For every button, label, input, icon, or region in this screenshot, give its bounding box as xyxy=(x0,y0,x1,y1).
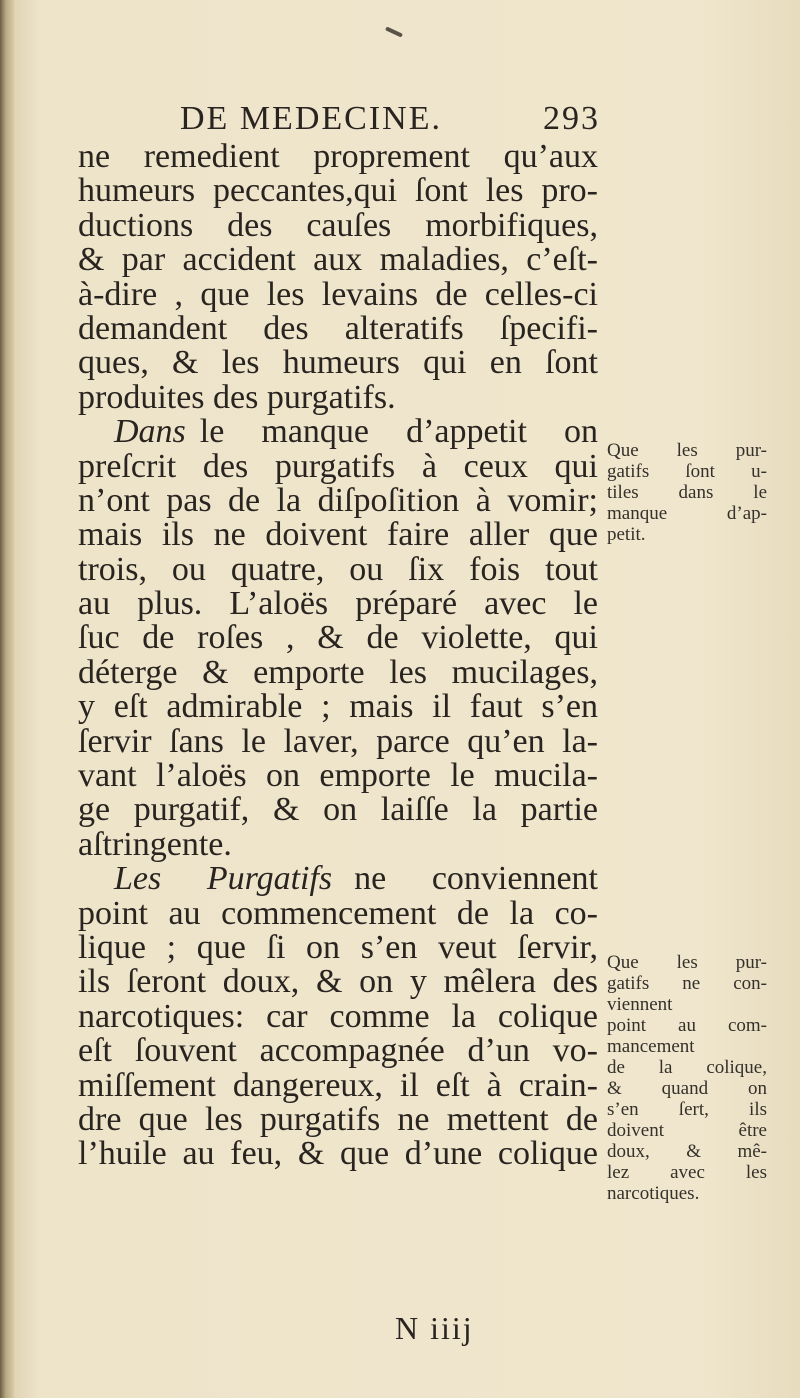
text-line: humeurs peccantes,qui ſont les pro- xyxy=(78,172,598,210)
text-line: produites des purgatifs. xyxy=(78,378,396,416)
margin-note-line: manque d’ap- xyxy=(607,503,767,524)
text-line: à-dire , que les levains de celles-ci xyxy=(78,275,598,313)
text-line: eſt ſouvent accompagnée d’un vo- xyxy=(78,1032,598,1070)
paragraph-lead-word: Les Purgatifs xyxy=(114,860,333,898)
text-line: n’ont pas de la diſpoſition à vomir; xyxy=(78,481,598,519)
text-line: preſcrit des purgatifs à ceux qui xyxy=(78,447,598,485)
margin-note-line: doivent être xyxy=(607,1120,767,1141)
text-line: au plus. L’aloës préparé avec le xyxy=(78,585,598,623)
text-line: ſervir ſans le laver, parce qu’en la- xyxy=(78,722,598,760)
paragraph-start xyxy=(78,862,598,896)
text-fragment: ne conviennent xyxy=(354,860,598,898)
running-title: DE MEDECINE. xyxy=(180,100,442,137)
text-line: point au commencement de la co- xyxy=(78,894,598,932)
text-line: lique ; que ſi on s’en veut ſervir, xyxy=(78,928,598,966)
text-line: dre que les purgatifs ne mettent de xyxy=(78,1100,598,1138)
margin-note-line: & quand on xyxy=(607,1078,767,1099)
text-line: vant l’aloës on emporte le mucila- xyxy=(78,757,598,795)
text-line: y eſt admirable ; mais il faut s’en xyxy=(78,688,598,726)
margin-note-line: lez avec les xyxy=(607,1162,767,1183)
margin-note-line: petit. xyxy=(607,524,646,545)
text-line: ductions des cauſes morbifiques, xyxy=(78,206,598,244)
text-line: miſſement dangereux, il eſt à crain- xyxy=(78,1066,598,1104)
margin-note-line: mancement xyxy=(607,1036,695,1057)
text-line: ge purgatif, & on laiſſe la partie xyxy=(78,791,598,829)
text-line: & par accident aux maladies, c’eſt- xyxy=(78,241,598,279)
text-line: mais ils ne doivent faire aller que xyxy=(78,516,598,554)
text-line: aſtringente. xyxy=(78,825,232,863)
margin-note-line: narcotiques. xyxy=(607,1183,700,1204)
text-line: ils ſeront doux, & on y mêlera des xyxy=(78,963,598,1001)
text-fragment: le manque d’appetit on xyxy=(199,413,598,451)
paragraph-lead-word: Dans xyxy=(114,413,186,451)
main-text xyxy=(78,140,598,1172)
page-number: 293 xyxy=(543,100,600,137)
running-header xyxy=(180,100,600,140)
text-line: narcotiques: car comme la colique xyxy=(78,997,598,1035)
margin-note-line: Que les pur- xyxy=(607,952,767,973)
text-line: trois, ou quatre, ou ſix fois tout xyxy=(78,550,598,588)
text-line: ſuc de roſes , & de violette, qui xyxy=(78,619,598,657)
margin-note xyxy=(607,952,767,1204)
margin-note-line: point au com- xyxy=(607,1015,767,1036)
margin-note-line: doux, & mê- xyxy=(607,1141,767,1162)
margin-note-line: s’en ſert, ils xyxy=(607,1099,767,1120)
text-line: demandent des alteratifs ſpecifi- xyxy=(78,309,598,347)
margin-note-line: gatifs ſont u- xyxy=(607,461,767,482)
margin-note-line: gatifs ne con- xyxy=(607,973,767,994)
paragraph-start xyxy=(78,415,598,449)
text-line: déterge & emporte les mucilages, xyxy=(78,653,598,691)
margin-note-line: tiles dans le xyxy=(607,482,767,503)
text-line: l’huile au feu, & que d’une colique xyxy=(78,1135,598,1173)
book-binding-edge xyxy=(0,0,14,1398)
margin-note-line: de la colique, xyxy=(607,1057,767,1078)
margin-note xyxy=(607,440,767,545)
text-line: ne remedient proprement qu’aux xyxy=(78,138,598,175)
signature-mark: N iiij xyxy=(395,1310,474,1346)
text-line: ques, & les humeurs qui en ſont xyxy=(78,344,598,382)
margin-note-line: viennent xyxy=(607,994,673,1015)
margin-note-line: Que les pur- xyxy=(607,440,767,461)
